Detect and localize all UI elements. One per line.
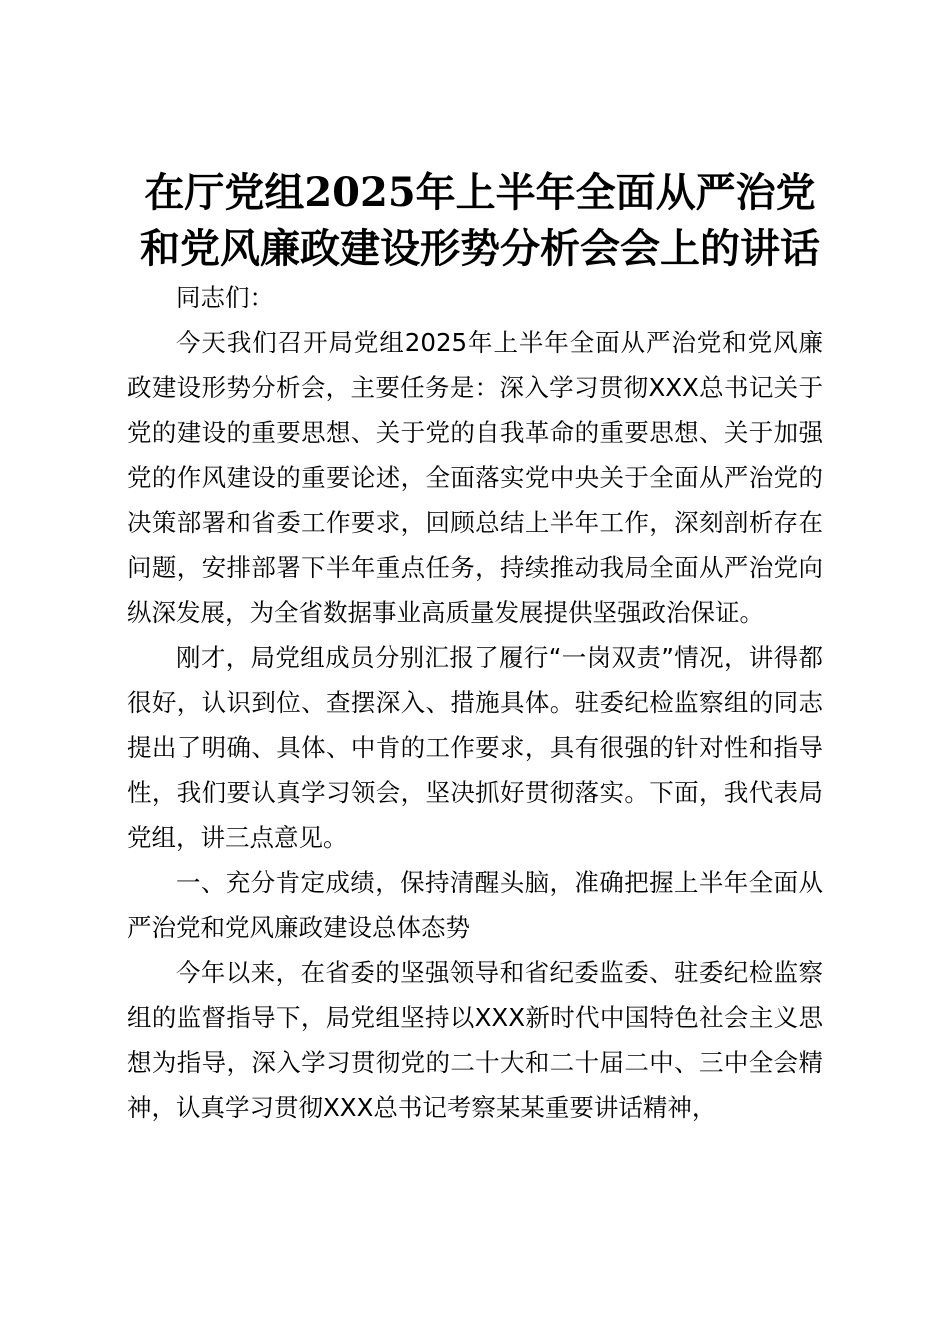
salutation: 同志们： [176,283,274,312]
title-line-1: 在厅党组2025年上半年全面从严治党 [144,169,816,216]
paragraph-reports: 刚才，局党组成员分别汇报了履行“一岗双责”情况，讲得都很好，认识到位、查摆深入、措施具体。驻委纪检监察组的同志提出了明确、具体、中肯的工作要求，具有很强的针对性和指导性，我们要认真学习领会，坚决抓好贯彻落实。下面，我代表局党组，讲三点意见。 [127,643,823,852]
section-heading-1: 一、充分肯定成绩，保持清醒头脑，准确把握上半年全面从严治党和党风廉政建设总体态势 [127,868,823,942]
paragraph-this-year: 今年以来，在省委的坚强领导和省纪委监委、驻委纪检监察组的监督指导下，局党组坚持以XXX新时代中国特色社会主义思想为指导，深入学习贯彻党的二十大和二十届二中、三中全会精神，认真学习贯彻XXX总书记考察某某重要讲话精神， [127,958,823,1122]
paragraph-intro: 今天我们召开局党组2025年上半年全面从严治党和党风廉政建设形势分析会，主要任务是：深入学习贯彻XXX总书记关于党的建设的重要思想、关于党的自我革命的重要思想、关于加强党的作风建设的重要论述，全面落实党中央关于全面从严治党的决策部署和省委工作要求，回顾总结上半年工作，深刻剖析存在问题，安排部署下半年重点任务，持续推动我局全面从严治党向纵深发展，为全省数据事业高质量发展提供坚强政治保证。 [127,328,823,627]
document-body [127,275,823,1130]
title-line-2: 和党风廉政建设形势分析会会上的讲话 [140,225,820,272]
document-title [110,165,850,277]
